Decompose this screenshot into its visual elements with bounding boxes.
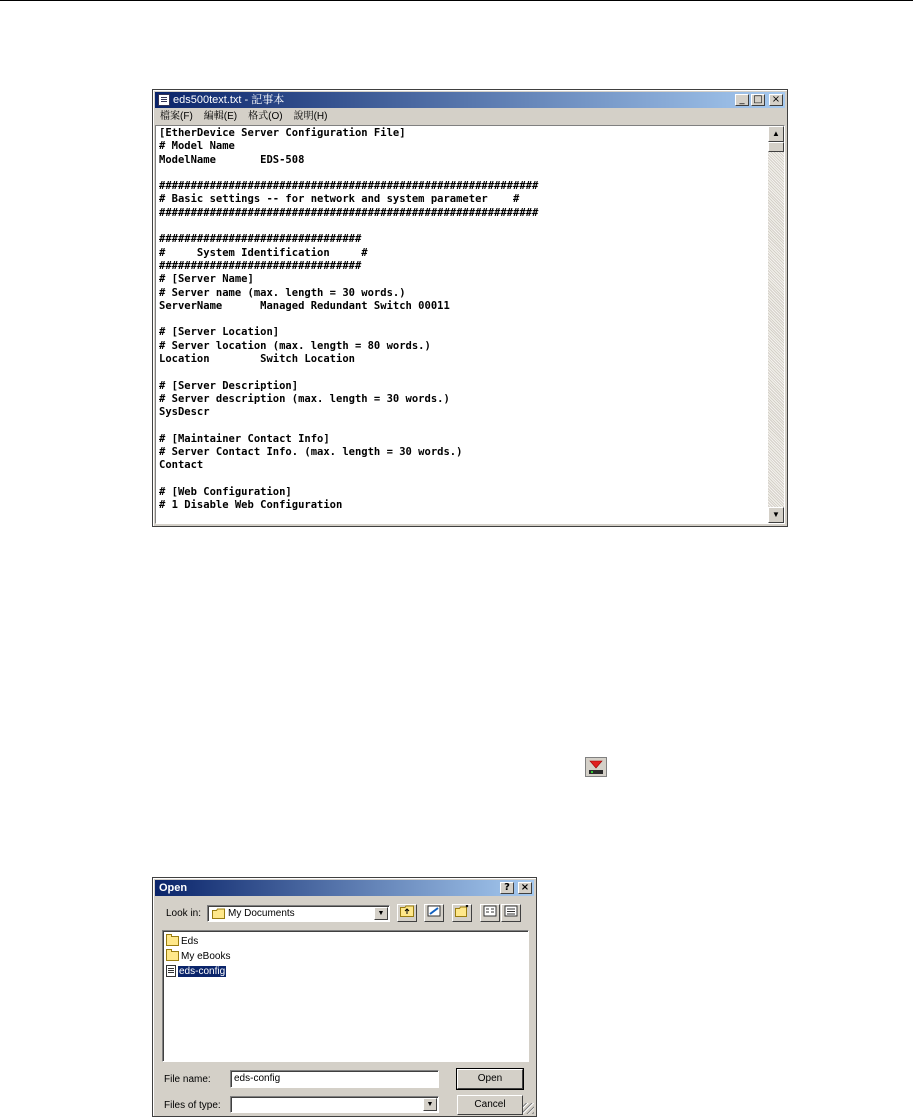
file-icon bbox=[166, 965, 176, 977]
scroll-up-arrow-icon[interactable]: ▲ bbox=[768, 126, 784, 142]
cancel-button[interactable]: Cancel bbox=[457, 1095, 523, 1115]
config-file-text[interactable]: [EtherDevice Server Configuration File] # Model Name ModelName EDS-508 ############################################################ # Basic settings -- for network and system parameter # ############################################################ ################################ # System Identification # ################################ # [Server Name] # Server name (max. length = 30 words.) ServerName Managed Redundant Switch 00011 # [Server Location] # Server location (max. length = 80 words.) Location Switch Location # [Server Description] # Server description (max. length = 30 words.) SysDescr # [Maintainer Contact Info] # Server Contact Info. (max. length = 30 words.) Contact # [Web Configuration] # 1 Disable Web Configuration bbox=[159, 127, 539, 512]
dialog-close-button[interactable]: × bbox=[518, 882, 532, 894]
details-view-icon bbox=[504, 905, 518, 917]
scroll-down-arrow-icon[interactable]: ▼ bbox=[768, 507, 784, 523]
list-item[interactable] bbox=[166, 949, 230, 963]
download-icon[interactable] bbox=[585, 757, 607, 777]
folder-icon bbox=[212, 908, 225, 918]
new-folder-icon bbox=[455, 905, 469, 917]
files-of-type-dropdown[interactable] bbox=[230, 1096, 439, 1113]
notepad-icon bbox=[158, 94, 170, 106]
list-item-selected[interactable] bbox=[166, 964, 226, 978]
close-button[interactable]: × bbox=[769, 94, 783, 106]
folder-icon bbox=[166, 936, 179, 946]
folder-icon bbox=[166, 951, 179, 961]
file-list[interactable] bbox=[162, 930, 529, 1062]
up-folder-icon bbox=[400, 905, 414, 917]
list-item[interactable] bbox=[166, 934, 198, 948]
menu-edit[interactable]: 編輯(E) bbox=[203, 111, 238, 122]
open-dialog bbox=[152, 877, 537, 1117]
scroll-thumb[interactable] bbox=[768, 142, 784, 152]
look-in-label: Look in: bbox=[166, 908, 202, 919]
notepad-menubar bbox=[155, 108, 785, 125]
new-folder-button[interactable] bbox=[452, 904, 472, 922]
maximize-button[interactable]: □ bbox=[751, 94, 765, 106]
file-name-input[interactable]: eds-config bbox=[230, 1070, 439, 1088]
desktop-icon bbox=[427, 905, 441, 917]
notepad-window bbox=[152, 89, 788, 527]
up-one-level-button[interactable] bbox=[397, 904, 417, 922]
help-button[interactable]: ? bbox=[500, 882, 514, 894]
list-view-icon bbox=[483, 905, 497, 917]
look-in-value: My Documents bbox=[228, 908, 295, 919]
files-of-type-label: Files of type: bbox=[164, 1100, 221, 1111]
chevron-down-icon[interactable]: ▼ bbox=[423, 1098, 437, 1111]
vertical-scrollbar[interactable] bbox=[768, 126, 784, 523]
open-dialog-title: Open bbox=[159, 882, 188, 894]
menu-file[interactable]: 檔案(F) bbox=[160, 111, 193, 122]
menu-format[interactable]: 格式(O) bbox=[248, 111, 283, 122]
notepad-title: eds500text.txt - 記事本 bbox=[173, 94, 285, 106]
menu-help[interactable]: 說明(H) bbox=[293, 111, 328, 122]
page-top-rule bbox=[0, 0, 913, 1]
list-item-label: Eds bbox=[181, 935, 199, 947]
chevron-down-icon[interactable]: ▼ bbox=[374, 907, 388, 920]
details-view-button[interactable] bbox=[501, 904, 521, 922]
minimize-button[interactable]: _ bbox=[735, 94, 749, 106]
desktop-button[interactable] bbox=[424, 904, 444, 922]
look-in-dropdown[interactable] bbox=[207, 905, 390, 922]
open-button[interactable]: Open bbox=[457, 1069, 523, 1089]
list-item-label: My eBooks bbox=[181, 950, 231, 962]
list-item-label: eds-config bbox=[179, 965, 226, 977]
resize-grip-icon[interactable] bbox=[523, 1103, 534, 1114]
notepad-editor[interactable] bbox=[155, 125, 785, 524]
list-view-button[interactable] bbox=[480, 904, 500, 922]
notepad-titlebar[interactable] bbox=[155, 92, 785, 108]
file-name-label: File name: bbox=[164, 1074, 211, 1085]
open-dialog-titlebar[interactable] bbox=[155, 880, 534, 896]
